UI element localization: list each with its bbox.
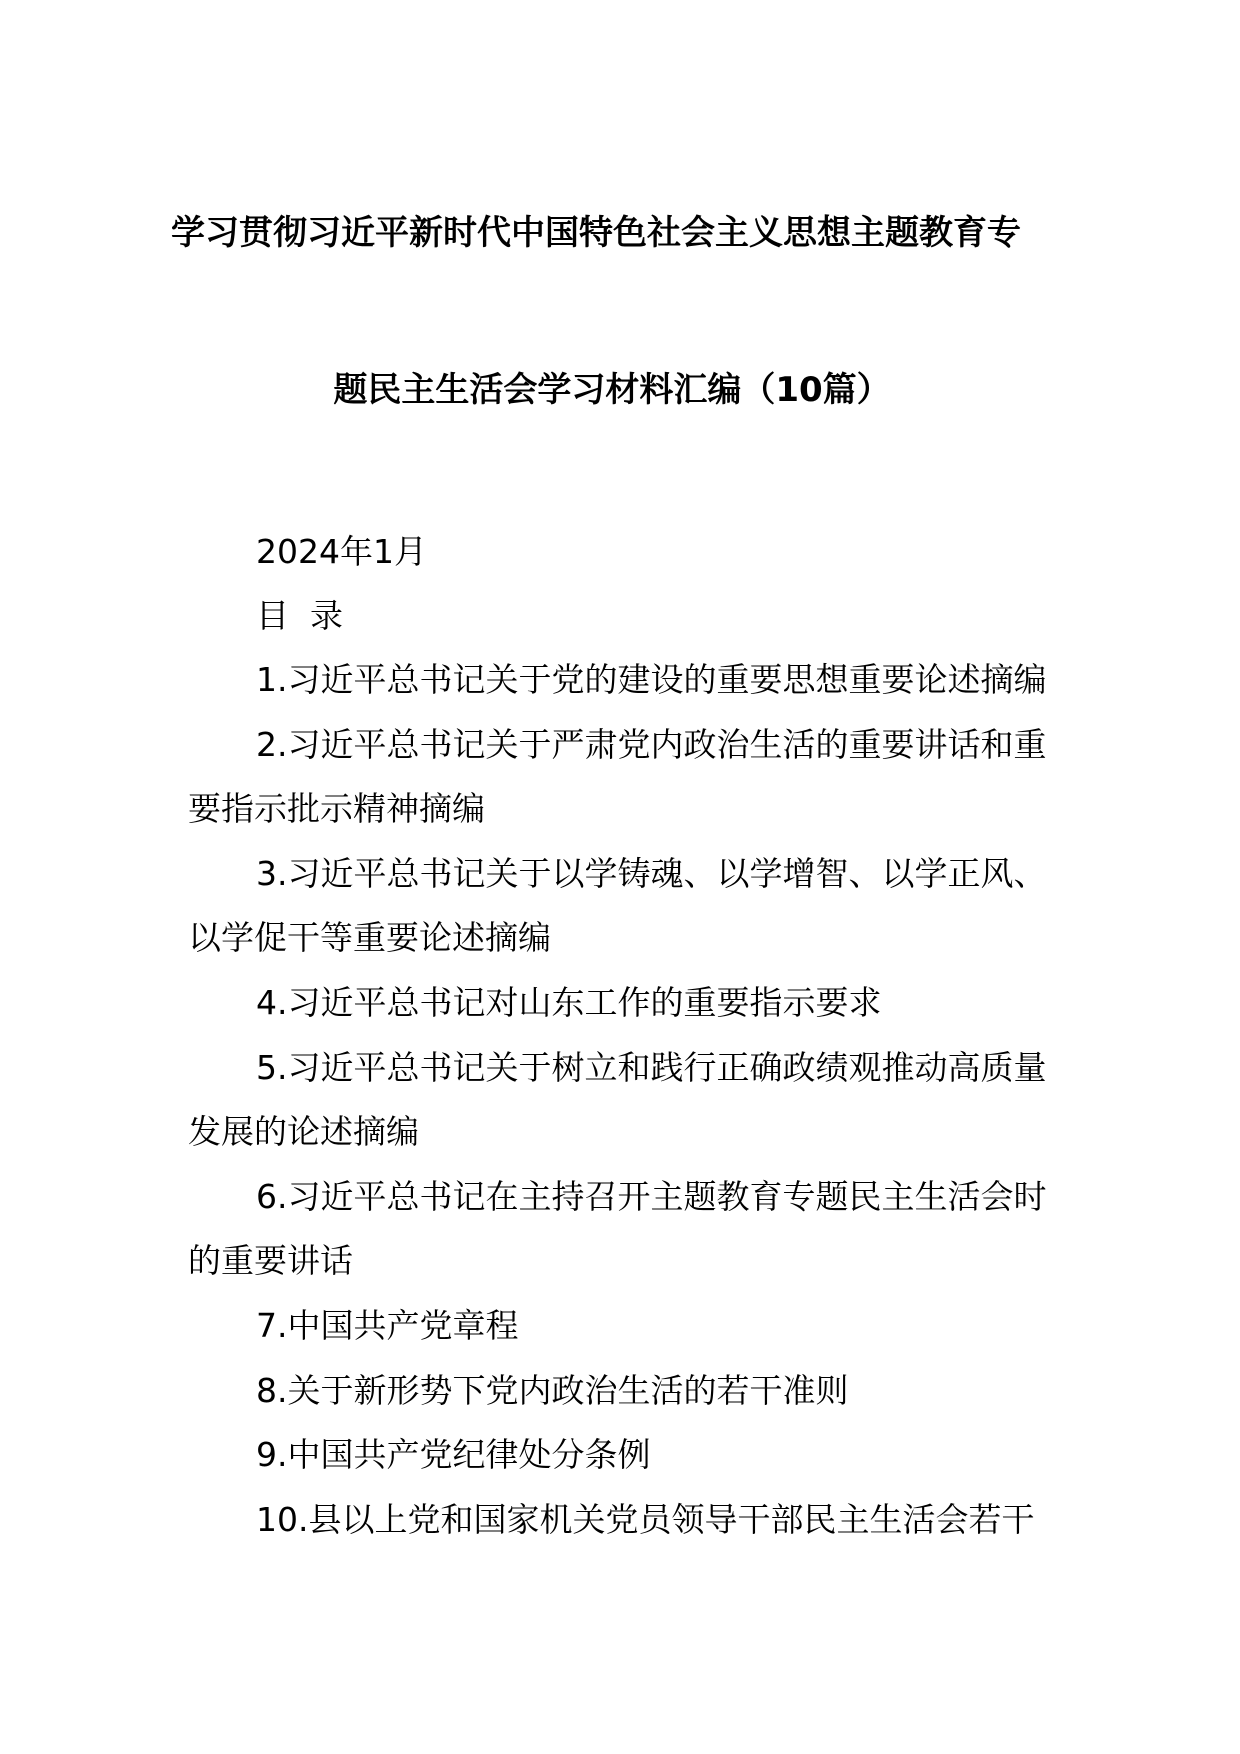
toc-item-9: 9.中国共产党纪律处分条例 — [256, 1435, 651, 1474]
toc-item-10: 10.县以上党和国家机关党员领导干部民主生活会若干 — [256, 1500, 1035, 1539]
document-title-line-2: 题民主生活会学习材料汇编（10篇） — [333, 370, 891, 410]
document-date: 2024年1月 — [256, 532, 427, 571]
toc-item-2-continued: 要指示批示精神摘编 — [188, 789, 485, 828]
toc-item-8: 8.关于新形势下党内政治生活的若干准则 — [256, 1371, 849, 1410]
toc-item-5: 5.习近平总书记关于树立和践行正确政绩观推动高质量 — [256, 1048, 1047, 1087]
toc-item-5-continued: 发展的论述摘编 — [188, 1112, 419, 1151]
toc-item-6: 6.习近平总书记在主持召开主题教育专题民主生活会时 — [256, 1177, 1047, 1216]
document-title-line-1: 学习贯彻习近平新时代中国特色社会主义思想主题教育专 — [171, 213, 1021, 253]
toc-heading: 目 录 — [256, 596, 343, 635]
toc-item-3: 3.习近平总书记关于以学铸魂、以学增智、以学正风、 — [256, 854, 1047, 893]
toc-item-3-continued: 以学促干等重要论述摘编 — [188, 918, 551, 957]
toc-item-1: 1.习近平总书记关于党的建设的重要思想重要论述摘编 — [256, 660, 1047, 699]
toc-item-6-continued: 的重要讲话 — [188, 1241, 353, 1280]
toc-item-4: 4.习近平总书记对山东工作的重要指示要求 — [256, 983, 882, 1022]
toc-item-7: 7.中国共产党章程 — [256, 1306, 519, 1345]
toc-item-2: 2.习近平总书记关于严肃党内政治生活的重要讲话和重 — [256, 725, 1047, 764]
